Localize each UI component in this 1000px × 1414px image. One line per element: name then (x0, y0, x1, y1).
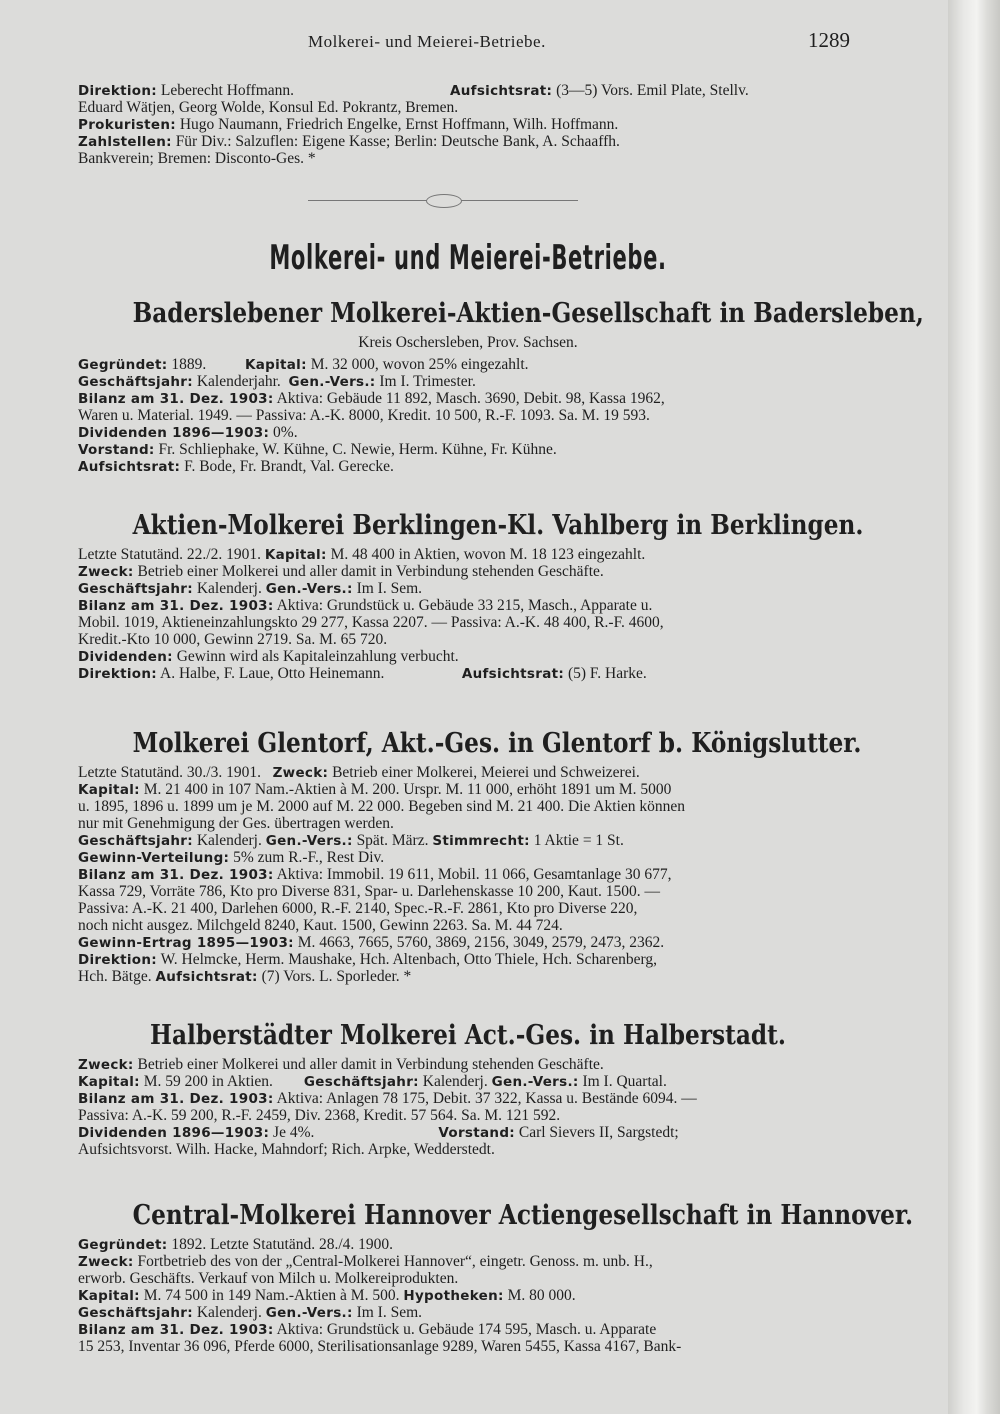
company-subtitle: Kreis Oschersleben, Prov. Sachsen. (358, 334, 578, 351)
entry-line (78, 968, 858, 986)
field-label: Aufsichtsrat: (78, 459, 181, 475)
field-label: Gewinn-Ertrag 1895—1903: (78, 935, 294, 951)
field-label: Bilanz am 31. Dez. 1903: (78, 598, 274, 614)
field-value: 1892. Letzte Statutänd. 28./4. 1900. (167, 1236, 394, 1253)
field-value: Aktiva: Anlagen 78 175, Debit. 37 322, Kassa u. Bestände 6094. — (273, 1090, 697, 1107)
field-label: Kapital: (78, 1074, 140, 1090)
field-label: Geschäftsjahr: (78, 1305, 193, 1321)
field-value: 1 Aktie = 1 St. (529, 832, 624, 849)
entry-line (78, 458, 858, 476)
field-value: Im I. Trimester. (375, 373, 476, 390)
field-value: nur mit Genehmigung der Ges. übertragen werden. (78, 815, 394, 832)
entry-line (78, 832, 858, 850)
entry-line (78, 1304, 858, 1322)
field-label: Gegründet: (78, 357, 168, 373)
entry-line (78, 546, 858, 564)
field-label: Vorstand: (78, 442, 155, 458)
field-value: M. 21 400 in 107 Nam.-Aktien à M. 200. Urspr. M. 11 000, erhöht 1891 um M. 5000 (139, 781, 672, 798)
entry-line (78, 1236, 858, 1254)
prev-entry-line (78, 82, 858, 100)
field-value: noch nicht ausgez. Milchgeld 8240, Kaut. 1500, Gewinn 2263. Sa. M. 44 724. (78, 917, 563, 934)
field-value: u. 1895, 1896 u. 1899 um je M. 2000 auf M. 22 000. Begeben sind M. 21 400. Die Aktien können (78, 798, 686, 815)
running-head-title: Molkerei- und Meierei-Betriebe. (308, 32, 546, 51)
entry-line (78, 883, 858, 900)
entry-line (78, 1253, 858, 1271)
entry-line (78, 614, 858, 631)
field-value: 5% zum R.-F., Rest Div. (229, 849, 385, 866)
field-label: Geschäftsjahr: (78, 374, 193, 390)
field-label: Bilanz am 31. Dez. 1903: (78, 1322, 274, 1338)
entry-line (78, 798, 858, 815)
field-value: Gewinn wird als Kapitaleinzahlung verbucht. (172, 648, 459, 665)
field-label: Zahlstellen: (78, 134, 172, 150)
divider-ornament (426, 194, 462, 208)
company-title: Baderslebener Molkerei-Aktien-Gesellschaft in Badersleben, (132, 298, 924, 329)
field-label: Dividenden 1896—1903: (78, 1125, 270, 1141)
entry-line (78, 407, 858, 424)
entry-line (78, 1321, 858, 1339)
entry-line (78, 648, 858, 666)
field-value: M. 74 500 in 149 Nam.-Aktien à M. 500. (139, 1287, 404, 1304)
field-label: Aufsichtsrat: (461, 666, 565, 682)
field-value: M. 80 000. (503, 1287, 576, 1304)
entry-line (78, 781, 858, 799)
field-label: Vorstand: (438, 1125, 515, 1141)
field-value: Hugo Naumann, Friedrich Engelke, Ernst Hoffmann, Wilh. Hoffmann. (179, 116, 619, 133)
field-label: Hypotheken: (403, 1288, 504, 1304)
field-value: Im I. Sem. (352, 580, 422, 597)
company-title: Aktien-Molkerei Berklingen-Kl. Vahlberg in Berklingen. (132, 510, 864, 541)
field-label: Gewinn-Verteilung: (78, 850, 230, 866)
field-value: Carl Sievers II, Sargstedt; (515, 1124, 679, 1141)
field-label: Gen.-Vers.: (265, 581, 353, 597)
field-label: Kapital: (78, 782, 140, 798)
field-label: Gen.-Vers.: (265, 1305, 353, 1321)
field-value: 0%. (269, 424, 298, 441)
field-value: Je 4%. (269, 1124, 439, 1141)
field-value: Aufsichtsvorst. Wilh. Hacke, Mahndorf; Rich. Arpke, Wedderstedt. (78, 1141, 495, 1158)
field-label: Dividenden: (78, 649, 173, 665)
field-value: Mobil. 1019, Aktieneinzahlungskto 29 277, Kassa 2207. — Passiva: A.-K. 48 400, R.-F. 4600, (78, 614, 664, 631)
field-value: (3—5) Vors. Emil Plate, Stellv. (556, 82, 749, 99)
field-value: A. Halbe, F. Laue, Otto Heinemann. (157, 665, 462, 682)
book-binding-edge (948, 0, 1000, 1414)
field-value: W. Helmcke, Herm. Maushake, Hch. Altenbach, Otto Thiele, Hch. Scharenberg, (157, 951, 658, 968)
prev-entry-line: Eduard Wätjen, Georg Wolde, Konsul Ed. Pokrantz, Bremen. (78, 99, 459, 116)
field-label: Direktion: (78, 666, 157, 682)
field-value: Letzte Statutänd. 30./3. 1901. (78, 764, 273, 781)
field-label: Geschäftsjahr: (78, 581, 193, 597)
field-value: Betrieb einer Molkerei und aller damit in Verbindung stehenden Geschäfte. (133, 563, 604, 580)
field-label: Kapital: (78, 1288, 140, 1304)
company-title: Molkerei Glentorf, Akt.-Ges. in Glentorf b. Königslutter. (132, 728, 862, 759)
entry-line (78, 815, 858, 832)
entry-line (78, 1056, 858, 1074)
field-label: Bilanz am 31. Dez. 1903: (78, 391, 274, 407)
field-value: 15 253, Inventar 36 096, Pferde 6000, Sterilisationsanlage 9289, Waren 5455, Kassa 4167, Bank- (78, 1338, 682, 1355)
entry-line (78, 665, 858, 683)
section-title: Molkerei- und Meierei-Betriebe. (269, 238, 667, 278)
entry-line (78, 1338, 858, 1355)
field-label: Zweck: (78, 564, 134, 580)
entry-line (78, 1270, 858, 1287)
field-value: F. Bode, Fr. Brandt, Val. Gerecke. (180, 458, 394, 475)
field-label: Kapital: (264, 547, 327, 563)
field-value: Im I. Sem. (352, 1304, 422, 1321)
entry-line (78, 597, 858, 615)
field-value: Kalenderj. (418, 1073, 492, 1090)
field-label: Geschäftsjahr: (303, 1074, 419, 1090)
entry-line (78, 373, 858, 391)
field-label: Gen.-Vers.: (265, 833, 353, 849)
field-value: Kalenderj. (192, 832, 266, 849)
field-value: Kredit.-Kto 10 000, Gewinn 2719. Sa. M. 65 720. (78, 631, 388, 648)
field-value: Aktiva: Grundstück u. Gebäude 174 595, Masch. u. Apparate (273, 1321, 657, 1338)
field-value: Spät. März. (352, 832, 433, 849)
field-value: Aktiva: Grundstück u. Gebäude 33 215, Masch., Apparate u. (273, 597, 653, 614)
entry-line (78, 1090, 858, 1108)
field-value: Aktiva: Gebäude 11 892, Masch. 3690, Debit. 98, Kassa 1962, (273, 390, 665, 407)
entry-line (78, 563, 858, 581)
field-label: Zweck: (78, 1057, 134, 1073)
field-label: Prokuristen: (78, 117, 176, 133)
entry-line (78, 356, 858, 374)
field-label: Aufsichtsrat: (450, 83, 553, 99)
field-label: Gegründet: (78, 1237, 168, 1253)
entry-line (78, 866, 858, 884)
field-value: Betrieb einer Molkerei, Meierei und Schweizerei. (328, 764, 640, 781)
field-label: Zweck: (272, 765, 329, 781)
entry-line (78, 580, 858, 598)
entry-line (78, 1073, 858, 1091)
field-value: Fortbetrieb des von der „Central-Molkerei Hannover“, eingetr. Genoss. m. unb. H., (133, 1253, 653, 1270)
field-value: Letzte Statutänd. 22./2. 1901. (78, 546, 265, 563)
field-value: 1889. (167, 356, 245, 373)
entry-line (78, 424, 858, 442)
field-value: Leberecht Hoffmann. (160, 82, 295, 99)
entry-line (78, 917, 858, 934)
field-label: Gen.-Vers.: (491, 1074, 579, 1090)
field-value: M. 4663, 7665, 5760, 3869, 2156, 3049, 2579, 2473, 2362. (293, 934, 665, 951)
field-value: M. 32 000, wovon 25% eingezahlt. (306, 356, 529, 373)
entry-line (78, 1287, 858, 1305)
field-label: Zweck: (78, 1254, 134, 1270)
entry-line (78, 390, 858, 408)
field-value: Kassa 729, Vorräte 786, Kto pro Diverse 831, Spar- u. Darlehenskasse 10 200, Kaut. 1500. — (78, 883, 660, 900)
field-value: Kalenderj. (192, 580, 266, 597)
field-label: Stimmrecht: (432, 833, 530, 849)
field-label: Aufsichtsrat: (155, 969, 258, 985)
field-value: Passiva: A.-K. 21 400, Darlehen 6000, R.-F. 2140, Spec.-R.-F. 2861, Kto pro Diverse 220, (78, 900, 638, 917)
entry-line (78, 849, 858, 867)
company-title: Halberstädter Molkerei Act.-Ges. in Halberstadt. (150, 1020, 786, 1051)
field-label: Geschäftsjahr: (78, 833, 193, 849)
field-label: Gen.-Vers.: (288, 374, 376, 390)
entry-line (78, 934, 858, 952)
entry-line (78, 951, 858, 969)
field-label: Direktion: (78, 952, 157, 968)
field-value: Für Div.: Salzuflen: Eigene Kasse; Berlin: Deutsche Bank, A. Schaaffh. (175, 133, 620, 150)
field-value: Aktiva: Immobil. 19 611, Mobil. 11 066, Gesamtanlage 30 677, (273, 866, 672, 883)
entry-line (78, 900, 858, 917)
prev-entry-line: Bankverein; Bremen: Disconto-Ges. * (78, 150, 316, 167)
field-value: Waren u. Material. 1949. — Passiva: A.-K. 8000, Kredit. 10 500, R.-F. 1093. Sa. M. 19 593. (78, 407, 650, 424)
entry-line (78, 764, 858, 782)
field-value: Kalenderjahr. (192, 373, 289, 390)
field-value: Hch. Bätge. (78, 968, 156, 985)
field-value: Im I. Quartal. (578, 1073, 667, 1090)
field-label: Direktion: (78, 83, 157, 99)
field-value: Betrieb einer Molkerei und aller damit in Verbindung stehenden Geschäfte. (133, 1056, 604, 1073)
entry-line (78, 631, 858, 648)
field-value: M. 59 200 in Aktien. (139, 1073, 304, 1090)
field-value: Kalenderj. (192, 1304, 266, 1321)
field-value: Fr. Schliephake, W. Kühne, C. Newie, Herm. Kühne, Fr. Kühne. (154, 441, 557, 458)
entry-line (78, 441, 858, 459)
entry-line (78, 1124, 858, 1142)
field-label: Kapital: (244, 357, 307, 373)
field-value: M. 48 400 in Aktien, wovon M. 18 123 eingezahlt. (326, 546, 646, 563)
field-value: Passiva: A.-K. 59 200, R.-F. 2459, Div. 2368, Kredit. 57 564. Sa. M. 121 592. (78, 1107, 561, 1124)
ornamental-divider (308, 200, 578, 201)
company-title: Central-Molkerei Hannover Actiengesellschaft in Hannover. (132, 1200, 914, 1231)
entry-line (78, 1141, 858, 1158)
field-label: Bilanz am 31. Dez. 1903: (78, 867, 274, 883)
field-value: (5) F. Harke. (564, 665, 647, 682)
entry-line (78, 1107, 858, 1124)
field-value: (7) Vors. L. Sporleder. * (257, 968, 412, 985)
prev-entry-line (78, 116, 858, 134)
prev-entry-line (78, 133, 858, 151)
field-value: erworb. Geschäfts. Verkauf von Milch u. Molkereiprodukten. (78, 1270, 459, 1287)
field-label: Bilanz am 31. Dez. 1903: (78, 1091, 274, 1107)
field-label: Dividenden 1896—1903: (78, 425, 270, 441)
page-number: 1289 (808, 28, 850, 52)
